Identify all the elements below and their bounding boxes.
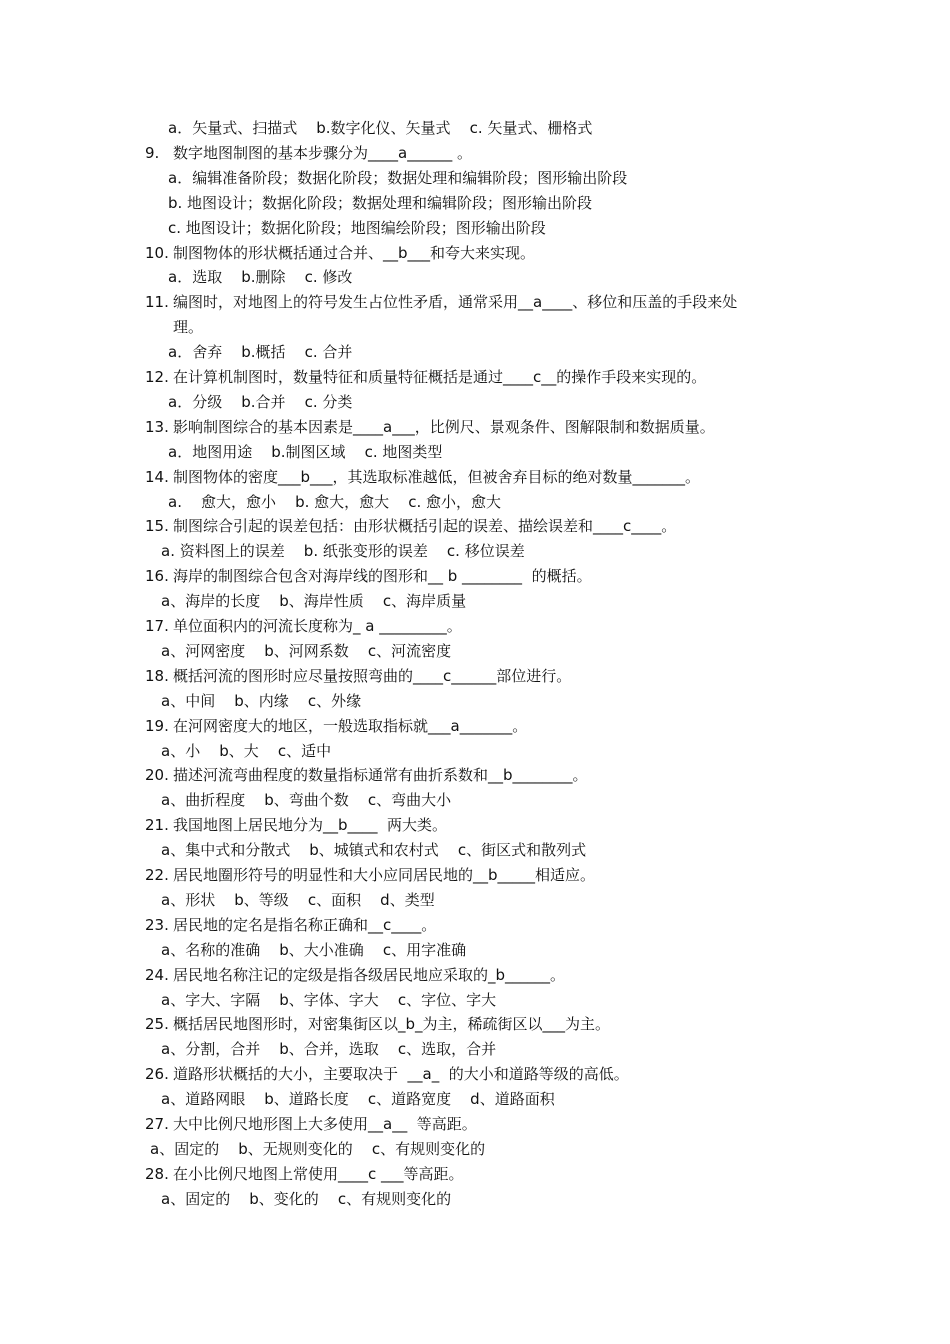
question-number: 21. [145, 816, 169, 835]
question-text: 制图综合引起的误差包括：由形状概括引起的误差、描绘误差和____c____。 [173, 517, 677, 536]
question-line [145, 1114, 477, 1134]
answer-options: a、中间 b、内缘 c、外缘 [161, 691, 362, 710]
question-text: 概括居民地图形时，对密集街区以_b_为主，稀疏街区以___为主。 [173, 1015, 611, 1034]
question-number: 24. [145, 965, 169, 984]
question-text: 描述河流弯曲程度的数量指标通常有曲折系数和__b________。 [173, 766, 588, 785]
question-line [145, 716, 527, 736]
question-line [145, 417, 715, 437]
question-number: 19. [145, 716, 169, 735]
question-number: 9. [145, 143, 160, 162]
answer-options: a、小 b、大 c、适中 [161, 741, 332, 760]
answer-options: a、固定的 b、变化的 c、有规则变化的 [161, 1189, 452, 1208]
question-text: 道路形状概括的大小，主要取决于 __a_ 的大小和道路等级的高低。 [173, 1065, 629, 1084]
question-number: 10. [145, 243, 169, 262]
question-text: 影响制图综合的基本因素是____a___，比例尺、景观条件、图解限制和数据质量。 [173, 417, 715, 436]
question-number: 23. [145, 915, 169, 934]
answer-options: a．选取 b.删除 c. 修改 [168, 268, 353, 287]
question-line [145, 243, 535, 263]
question-text: 制图物体的形状概括通过合并、__b___和夸大来实现。 [173, 243, 536, 262]
answer-options: a．分级 b.合并 c. 分类 [168, 392, 353, 411]
answer-options: a、形状 b、等级 c、面积 d、类型 [161, 890, 435, 909]
question-text: 居民地的定名是指名称正确和__c____。 [173, 915, 437, 934]
question-text: 我国地图上居民地分为__b____ 两大类。 [173, 816, 448, 835]
question-number: 11. [145, 293, 169, 312]
question-text: 数字地图制图的基本步骤分为____a______ 。 [173, 143, 472, 162]
question-number: 13. [145, 417, 169, 436]
question-line [145, 292, 737, 312]
question-line [145, 143, 472, 163]
question-number: 26. [145, 1065, 169, 1084]
question-line [145, 1064, 629, 1084]
question-number: 25. [145, 1015, 169, 1034]
question-text: 制图物体的密度___b___，其选取标准越低，但被舍弃目标的绝对数量_______。 [173, 467, 701, 486]
question-text: 大中比例尺地形图上大多使用__a__ 等高距。 [173, 1115, 477, 1133]
question-line [145, 616, 462, 636]
question-number: 16. [145, 567, 169, 586]
question-number: 15. [145, 517, 169, 536]
question-text: 编图时，对地图上的符号发生占位性矛盾，通常采用__a____、移位和压盖的手段来处 [173, 293, 738, 312]
question-line [145, 865, 595, 885]
question-number: 17. [145, 617, 169, 635]
question-line [145, 566, 592, 586]
question-number: 14. [145, 467, 169, 486]
question-number: 28. [145, 1164, 169, 1183]
question-line [145, 1014, 610, 1034]
question-line [145, 666, 571, 686]
question-text: 居民地圈形符号的明显性和大小应同居民地的__b_____相适应。 [173, 866, 596, 884]
question-text: 在河网密度大的地区，一般选取指标就___a_______。 [173, 716, 528, 735]
answer-options: a、河网密度 b、河网系数 c、河流密度 [161, 641, 452, 660]
question-number: 12. [145, 368, 169, 386]
answer-options: a、分割，合并 b、合并，选取 c、选取，合并 [161, 1040, 497, 1059]
question-line [145, 915, 436, 935]
answer-options: c. 地图设计；数据化阶段；地图编绘阶段；图形输出阶段 [168, 218, 546, 237]
question-continuation: 理。 [173, 318, 204, 337]
answer-options: a、海岸的长度 b、海岸性质 c、海岸质量 [161, 592, 467, 611]
question-number: 27. [145, 1115, 169, 1133]
answer-options: a、曲折程度 b、弯曲个数 c、弯曲大小 [161, 791, 452, 810]
question-line [145, 1164, 464, 1184]
question-line [145, 815, 447, 835]
question-text: 在计算机制图时，数量特征和质量特征概括是通过____c__的操作手段来实现的。 [173, 368, 707, 386]
question-line [145, 516, 676, 536]
question-number: 18. [145, 666, 169, 685]
answer-options: a、道路网眼 b、道路长度 c、道路宽度 d、道路面积 [161, 1090, 555, 1109]
answer-options: a、字大、字隔 b、字体、字大 c、字位、字大 [161, 990, 497, 1009]
question-text: 居民地名称注记的定级是指各级居民地应采取的_b______。 [173, 965, 566, 984]
answer-options: a、名称的准确 b、大小准确 c、用字准确 [161, 940, 467, 959]
answer-options: b. 地图设计；数据化阶段；数据处理和编辑阶段；图形输出阶段 [168, 193, 593, 212]
answer-options: a．矢量式、扫描式 b.数字化仪、矢量式 c. 矢量式、栅格式 [168, 119, 593, 137]
answer-options: a．地图用途 b.制图区域 c. 地图类型 [168, 442, 443, 461]
question-line [145, 765, 588, 785]
answer-options: a. 愈大，愈小 b. 愈大，愈大 c. 愈小，愈大 [168, 492, 502, 511]
question-text: 在小比例尺地图上常使用____c ___等高距。 [173, 1164, 464, 1183]
question-line [145, 367, 706, 387]
answer-options: a．编辑准备阶段；数据化阶段；数据处理和编辑阶段；图形输出阶段 [168, 168, 628, 187]
answer-options: a. 资料图上的误差 b. 纸张变形的误差 c. 移位误差 [161, 542, 525, 561]
question-text: 概括河流的图形时应尽量按照弯曲的____c______部位进行。 [173, 666, 572, 685]
answer-options: a．舍弃 b.概括 c. 合并 [168, 343, 353, 362]
question-line [145, 467, 700, 487]
answer-options: a、集中式和分散式 b、城镇式和农村式 c、街区式和散列式 [161, 841, 587, 860]
question-number: 22. [145, 866, 169, 884]
question-number: 20. [145, 766, 169, 785]
question-text: 单位面积内的河流长度称为_ a _________。 [173, 617, 462, 635]
question-line [145, 965, 565, 985]
question-text: 海岸的制图综合包含对海岸线的图形和__ b ________ 的概括。 [173, 567, 592, 586]
answer-options: a、固定的 b、无规则变化的 c、有规则变化的 [150, 1139, 486, 1158]
